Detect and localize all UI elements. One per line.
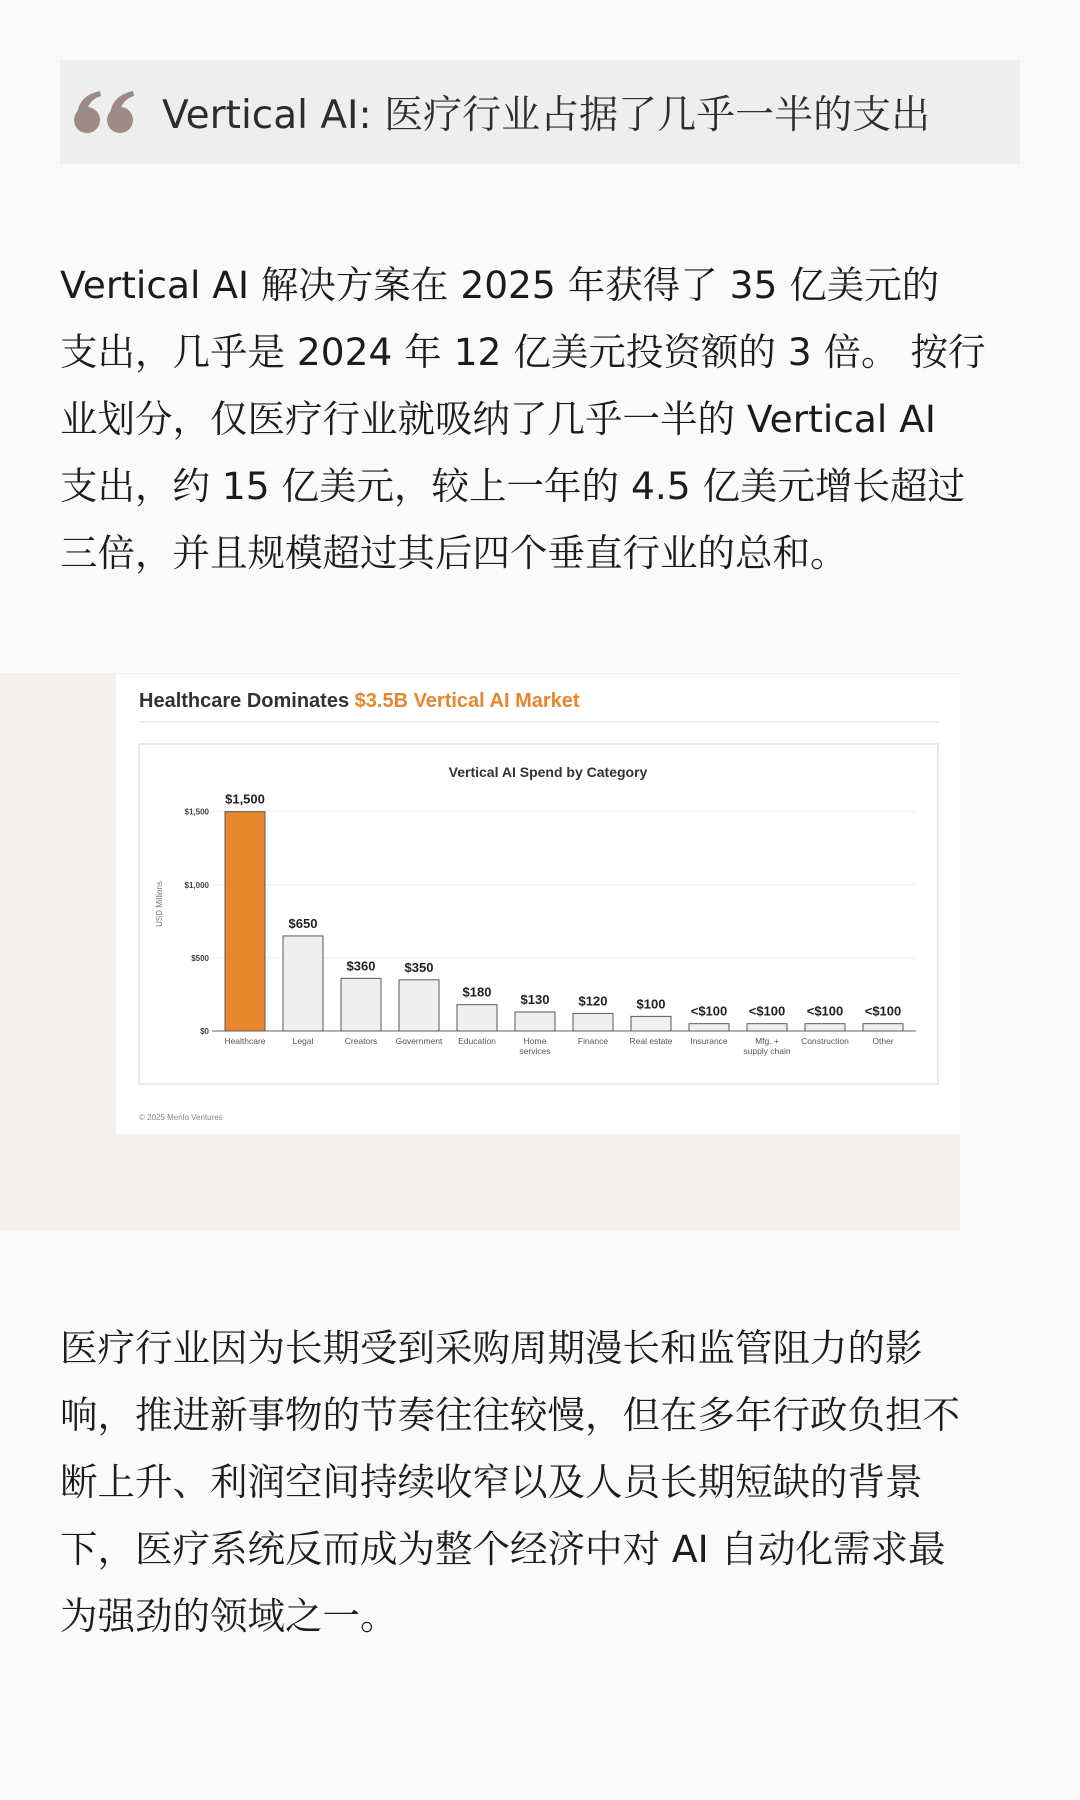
chart-headline-highlight: $3.5B Vertical AI Market	[354, 690, 580, 712]
chart-headline-prefix: Healthcare Dominates	[139, 690, 355, 712]
x-tick-label: Construction	[801, 1036, 849, 1046]
chart-card	[116, 674, 960, 1134]
data-label: $180	[462, 984, 492, 1000]
paragraph-healthcare	[60, 1315, 1020, 1650]
data-label: <$100	[690, 1003, 728, 1019]
data-label: $120	[578, 993, 608, 1009]
bar-layer	[224, 792, 903, 1056]
data-label: $1,500	[225, 791, 265, 807]
data-label: $130	[520, 991, 550, 1007]
bar-home	[515, 1012, 555, 1031]
x-tick-label: Real estate	[629, 1036, 673, 1046]
bar-finance	[573, 1013, 613, 1031]
paragraph-line: 断上升、利润空间持续收窄以及人员长期短缺的背景	[60, 1460, 923, 1504]
bar-creators	[341, 978, 381, 1031]
paragraph-line: Vertical AI 解决方案在 2025 年获得了 35 亿美元的	[60, 263, 940, 307]
x-tick-label: Healthcare	[224, 1036, 266, 1046]
data-label: $650	[288, 915, 318, 931]
quote-header	[60, 60, 1020, 164]
bar-education	[457, 1005, 497, 1031]
page-title: Vertical AI: 医疗行业占据了几乎一半的支出	[162, 93, 931, 138]
y-tick-label: $1,500	[184, 807, 209, 817]
bar-government	[399, 980, 439, 1031]
paragraph-line: 支出，约 15 亿美元，较上一年的 4.5 亿美元增长超过	[60, 464, 966, 508]
data-label: <$100	[748, 1003, 786, 1019]
paragraph-line: 支出，几乎是 2024 年 12 亿美元投资额的 3 倍。 按行	[60, 330, 986, 374]
bar-insurance	[689, 1024, 729, 1031]
x-tick-label: Government	[395, 1036, 443, 1046]
x-tick-label: Legal	[292, 1036, 314, 1046]
x-tick-label: Creators	[344, 1036, 378, 1046]
data-label: $360	[346, 958, 376, 974]
y-tick-label: $1,000	[184, 880, 209, 890]
data-label: $350	[404, 959, 434, 975]
bar-healthcare	[225, 812, 265, 1031]
x-tick-label: Mfg. +	[755, 1036, 779, 1046]
paragraph-intro	[60, 252, 1020, 587]
paragraph-line: 业划分，仅医疗行业就吸纳了几乎一半的 Vertical AI	[60, 397, 936, 441]
paragraph-line: 下，医疗系统反而成为整个经济中对 AI 自动化需求最	[60, 1527, 946, 1571]
chart-svg	[116, 674, 960, 1134]
x-tick-label: Finance	[577, 1036, 609, 1046]
paragraph-line: 为强劲的领域之一。	[60, 1594, 398, 1638]
paragraph-line: 响，推进新事物的节奏往往较慢，但在多年行政负担不	[60, 1393, 960, 1437]
y-tick-label: $0	[200, 1027, 209, 1036]
paragraph-line: 三倍，并且规模超过其后四个垂直行业的总和。	[60, 531, 848, 575]
quote-icon	[72, 88, 136, 136]
paragraph-line: 医疗行业因为长期受到采购周期漫长和监管阻力的影	[60, 1326, 923, 1370]
x-tick-label: services	[519, 1046, 551, 1056]
chart-headline	[139, 690, 580, 712]
data-label: $100	[636, 996, 666, 1012]
chart-title: Vertical AI Spend by Category	[448, 764, 648, 780]
x-tick-label: Insurance	[690, 1036, 728, 1046]
x-tick-label: Home	[523, 1036, 547, 1046]
bar-mfg	[747, 1024, 787, 1031]
x-tick-label: supply chain	[743, 1046, 791, 1056]
bar-real-estate	[631, 1016, 671, 1031]
y-axis-label: USD Millions	[155, 881, 164, 927]
bar-legal	[283, 936, 323, 1031]
bar-construction	[805, 1024, 845, 1031]
data-label: <$100	[806, 1003, 844, 1019]
data-label: <$100	[864, 1003, 902, 1019]
bar-other	[863, 1024, 903, 1031]
x-tick-label: Education	[458, 1036, 496, 1046]
copyright-text: © 2025 Menlo Ventures	[139, 1113, 223, 1122]
x-tick-label: Other	[872, 1036, 894, 1046]
y-tick-label: $500	[191, 953, 209, 963]
